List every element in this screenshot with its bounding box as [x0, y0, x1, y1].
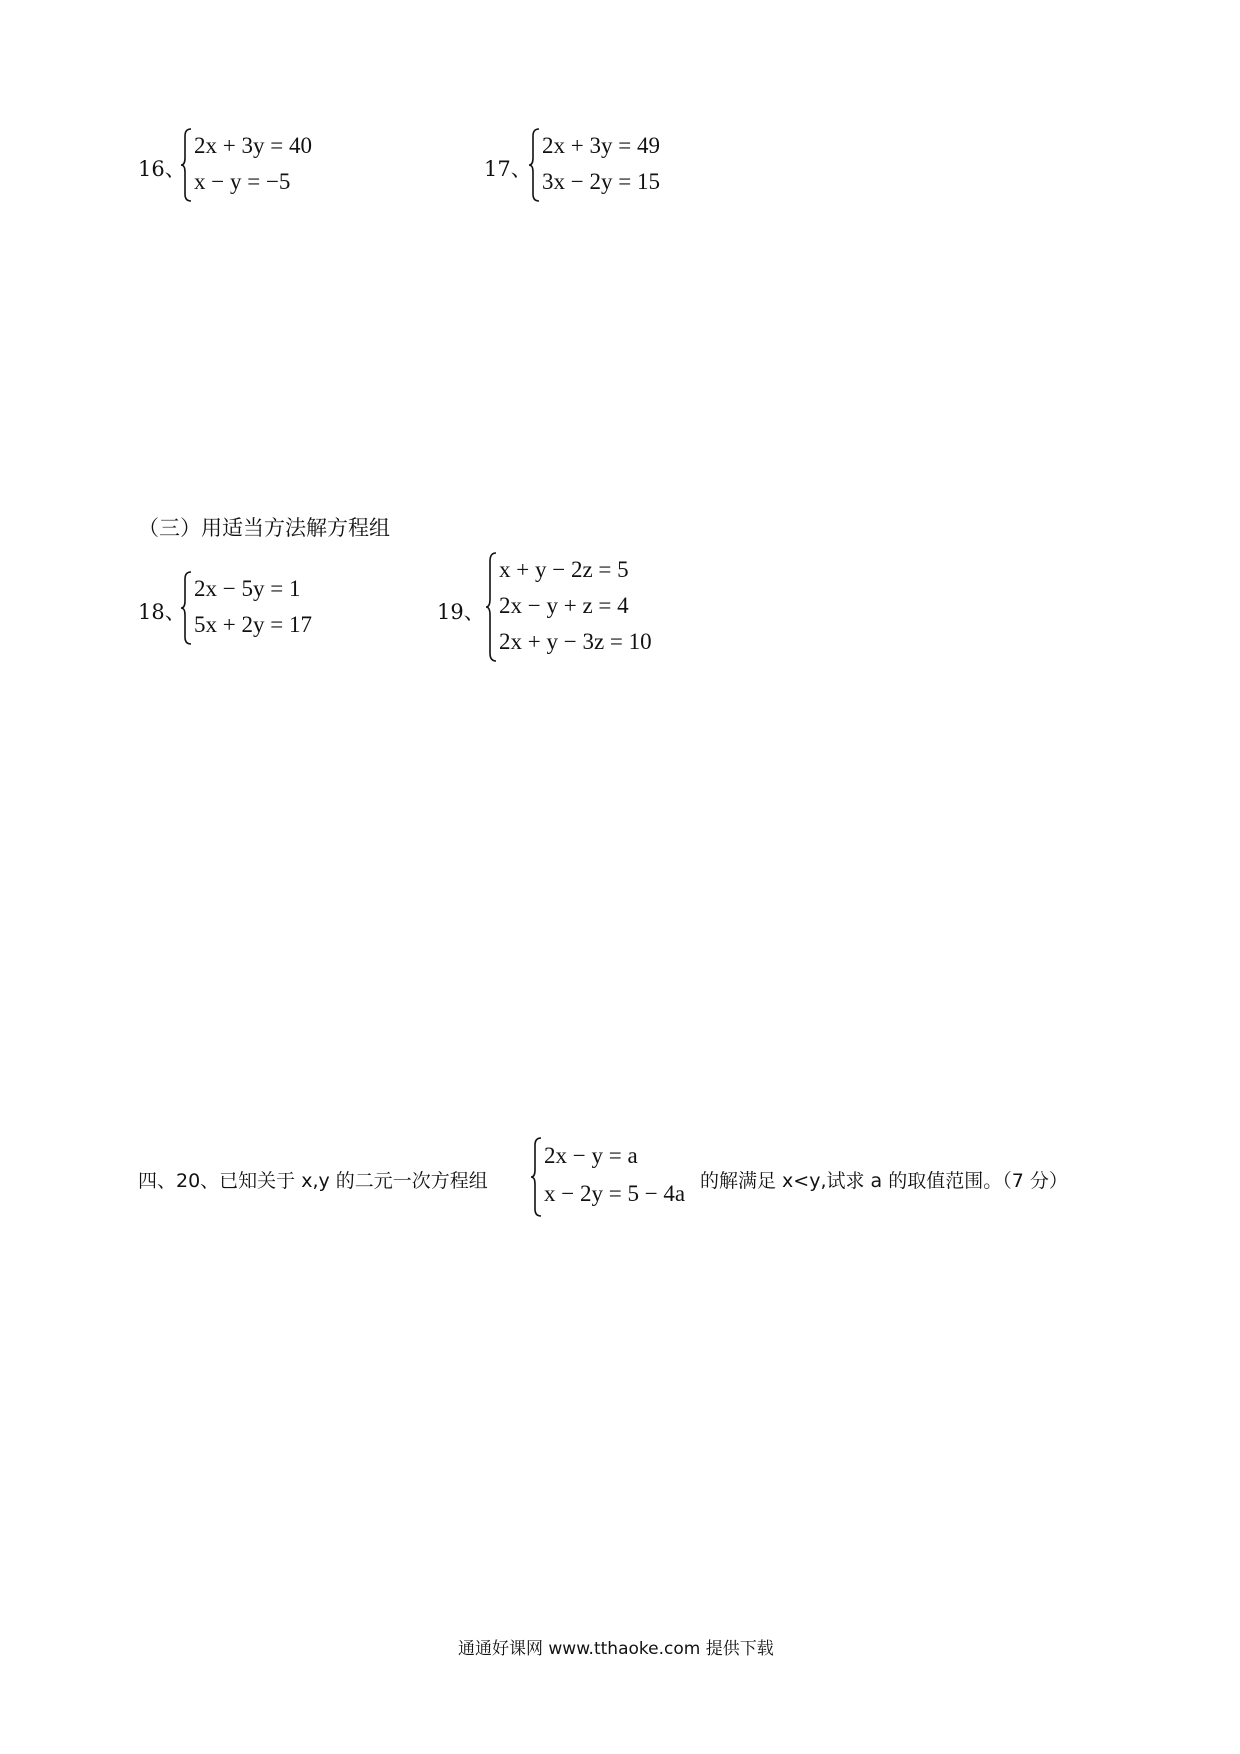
- problem-18-system: [180, 571, 380, 645]
- equation: 2x − 5y = 1: [194, 576, 301, 601]
- equation: 2x + 3y = 40: [194, 133, 312, 158]
- problem-20-system: [530, 1137, 700, 1217]
- problem-20-prefix: 四、20、已知关于 x,y 的二元一次方程组: [138, 1170, 488, 1192]
- footer-text: 通通好课网 www.tthaoke.com 提供下载: [458, 1639, 774, 1659]
- problem-20-suffix: 的解满足 x<y,试求 a 的取值范围。（7 分）: [700, 1170, 1068, 1192]
- equation: x + y − 2z = 5: [499, 557, 629, 582]
- equation: 2x + y − 3z = 10: [499, 629, 652, 654]
- equation: 3x − 2y = 15: [542, 169, 660, 194]
- equation: x − 2y = 5 − 4a: [544, 1181, 686, 1206]
- brace-icon: [530, 1137, 542, 1217]
- equation: 2x + 3y = 49: [542, 133, 660, 158]
- problem-18-label: 18、: [138, 600, 186, 624]
- problem-17-label: 17、: [484, 157, 532, 181]
- equation: 2x − y = a: [544, 1143, 638, 1168]
- brace-icon: [485, 552, 497, 662]
- brace-icon: [528, 128, 540, 202]
- equation: x − y = −5: [194, 169, 291, 194]
- problem-17-system: [528, 128, 728, 202]
- problem-19-system: [485, 552, 685, 662]
- equation: 5x + 2y = 17: [194, 612, 312, 637]
- brace-icon: [180, 571, 192, 645]
- section-heading: （三）用适当方法解方程组: [138, 516, 390, 540]
- problem-19-label: 19、: [437, 600, 485, 624]
- equation: 2x − y + z = 4: [499, 593, 629, 618]
- problem-16-system: [180, 128, 380, 202]
- problem-16-label: 16、: [138, 157, 186, 181]
- brace-icon: [180, 128, 192, 202]
